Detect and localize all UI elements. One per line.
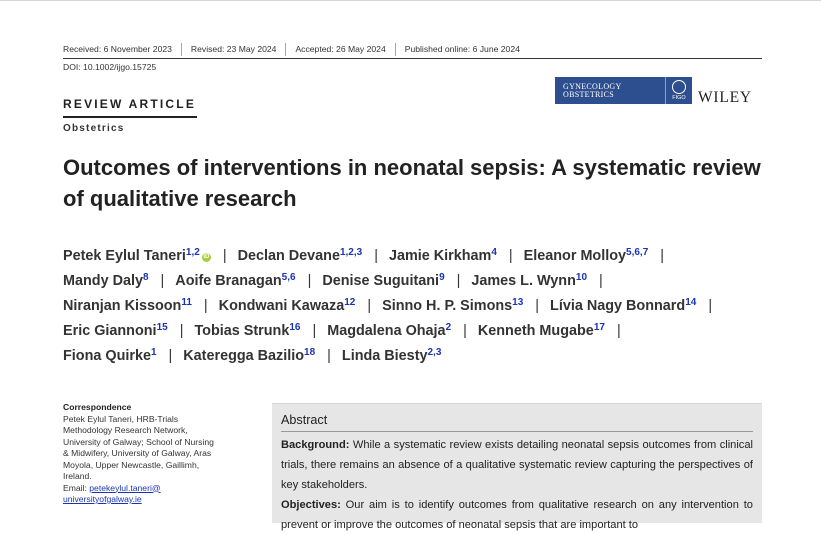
publisher-logo[interactable]: WILEY bbox=[698, 89, 752, 106]
abstract-title: Abstract bbox=[281, 413, 328, 427]
correspondence-block bbox=[63, 402, 243, 506]
article-type: REVIEW ARTICLE bbox=[63, 97, 197, 111]
author[interactable]: Kenneth Mugabe$^{17}$ bbox=[477, 322, 605, 339]
correspondence-line: Moyola, Upper Newcastle, Gaillimh, bbox=[63, 459, 200, 470]
publication-dates bbox=[63, 41, 762, 58]
affiliation-ref[interactable]: 1,2 bbox=[185, 247, 200, 258]
affiliation-ref[interactable]: 11 bbox=[181, 297, 192, 308]
figo-logo bbox=[665, 77, 692, 104]
article-type-underline bbox=[63, 116, 197, 118]
author[interactable]: James L. Wynn$^{10}$ bbox=[471, 272, 588, 289]
correspondence-line: Ireland. bbox=[63, 471, 92, 481]
author[interactable]: Petek Eylul Taneri$^{1,2}$ iD bbox=[63, 247, 210, 264]
affiliation-ref[interactable]: 17 bbox=[593, 322, 605, 333]
doi: DOI: 10.1002/ijgo.15725 bbox=[63, 62, 157, 72]
affiliation-ref[interactable]: 1 bbox=[150, 347, 157, 358]
top-border bbox=[0, 0, 821, 1]
correspondence-line: & Midwifery, University of Galway, Aras bbox=[63, 448, 212, 458]
author[interactable]: Sinno H. P. Simons$^{13}$ bbox=[382, 297, 524, 314]
objectives-text: Our aim is to identify outcomes from qualitative research on any intervention to prevent or improve the outcomes of neonatal sepsis that are important to bbox=[281, 499, 753, 531]
author[interactable]: Eric Giannoni$^{15}$ bbox=[63, 322, 168, 339]
correspondence-heading: Correspondence bbox=[63, 402, 132, 412]
author[interactable]: Fiona Quirke$^1$ bbox=[63, 347, 157, 364]
author[interactable]: Kateregga Bazilio$^{18}$ bbox=[183, 347, 316, 364]
abstract-divider bbox=[281, 431, 753, 432]
affiliation-ref[interactable]: 4 bbox=[491, 247, 497, 258]
affiliation-ref[interactable]: 5,6 bbox=[281, 272, 296, 283]
affiliation-ref[interactable]: 8 bbox=[142, 272, 149, 283]
email-link[interactable]: petekeylul.taneri@ bbox=[89, 482, 161, 493]
article-title: Outcomes of interventions in neonatal sepsis: A systematic review of qualitative research bbox=[63, 155, 761, 211]
abstract-objectives bbox=[281, 495, 753, 535]
author[interactable]: Niranjan Kissoon$^{11}$ bbox=[63, 297, 192, 314]
affiliation-ref[interactable]: 16 bbox=[289, 322, 301, 333]
author[interactable]: Mandy Daly$^8$ bbox=[63, 272, 149, 289]
email-label: Email: bbox=[63, 482, 90, 493]
affiliation-ref[interactable]: 14 bbox=[685, 297, 697, 308]
journal-logo-text: GYNECOLOGY OBSTETRICS bbox=[563, 81, 622, 99]
correspondence-line: University of Galway; School of Nursing bbox=[63, 436, 214, 447]
objectives-label: Objectives: bbox=[281, 499, 341, 511]
author[interactable]: Lívia Nagy Bonnard$^{14}$ bbox=[550, 297, 697, 314]
figo-label: FIGO bbox=[672, 95, 686, 101]
affiliation-ref[interactable]: 10 bbox=[575, 272, 588, 283]
author[interactable]: Magdalena Ohaja$^2$ bbox=[327, 322, 452, 339]
journal-logo[interactable] bbox=[555, 77, 692, 104]
email-link-continued[interactable]: universityofgalway.ie bbox=[63, 494, 142, 504]
accepted-date: Accepted: 26 May 2024 bbox=[295, 43, 395, 56]
affiliation-ref[interactable]: 13 bbox=[512, 297, 524, 308]
abstract-background bbox=[281, 435, 753, 495]
correspondence-line: Methodology Research Network, bbox=[63, 425, 188, 435]
author[interactable]: Eleanor Molloy$^{5,6,7}$ bbox=[523, 247, 649, 264]
author[interactable]: Jamie Kirkham$^4$ bbox=[388, 247, 497, 264]
correspondence-email bbox=[63, 483, 243, 495]
figo-emblem-icon bbox=[672, 80, 686, 94]
affiliation-ref[interactable]: 15 bbox=[156, 322, 168, 333]
revised-date: Revised: 23 May 2024 bbox=[191, 43, 287, 56]
received-date: Received: 6 November 2023 bbox=[63, 43, 182, 56]
orcid-icon[interactable]: iD bbox=[203, 254, 210, 260]
dates-divider bbox=[63, 58, 762, 59]
author[interactable]: Kondwani Kawaza$^{12}$ bbox=[218, 297, 356, 314]
background-label: Background: bbox=[281, 439, 350, 451]
author[interactable]: Aoife Branagan$^{5,6}$ bbox=[175, 272, 296, 289]
section-label: Obstetrics bbox=[63, 123, 125, 134]
affiliation-ref[interactable]: 5,6,7 bbox=[626, 247, 649, 258]
author-list: Petek Eylul Taneri$^{1,2}$ iD | Declan Devane$^{1,2,3}$ | Jamie Kirkham$^4$ | Eleanor Molloy$^{5,6,7}$ | Mandy Daly$^8$ | Aoife Branagan$^{5,6}$ | Denise Suguitani$^9$ | James L. Wynn$^{10}$ | Niranjan Kissoon$^{11}$ | Kondwani Kawaza$^{12}$ | Sinno H. P. Simons$^{13}$ | Lívia Nagy Bonnard$^{14}$ | Eric Giannoni$^{15}$ | Tobias Strunk$^{16}$ | Magdalena Ohaja$^2$ | Kenneth Mugabe$^{17}$ | Fiona Quirke$^1$ | Kateregga Bazilio$^{18}$ | Linda Biesty$^{2,3}$ bbox=[63, 247, 713, 364]
abstract-box bbox=[272, 403, 762, 531]
affiliation-ref[interactable]: 2,3 bbox=[427, 347, 442, 358]
affiliation-ref[interactable]: 9 bbox=[439, 272, 445, 283]
author[interactable]: Declan Devane$^{1,2,3}$ bbox=[237, 247, 363, 264]
author[interactable]: Linda Biesty$^{2,3}$ bbox=[341, 347, 442, 364]
author[interactable]: Denise Suguitani$^9$ bbox=[322, 272, 445, 289]
author[interactable]: Tobias Strunk$^{16}$ bbox=[194, 322, 301, 339]
correspondence-line: Petek Eylul Taneri, HRB-Trials bbox=[63, 413, 179, 424]
published-date: Published online: 6 June 2024 bbox=[404, 44, 520, 54]
affiliation-ref[interactable]: 12 bbox=[344, 297, 356, 308]
affiliation-ref[interactable]: 2 bbox=[445, 322, 452, 333]
affiliation-ref[interactable]: 18 bbox=[304, 347, 316, 358]
abstract-body bbox=[281, 435, 753, 535]
affiliation-ref[interactable]: 1,2,3 bbox=[339, 247, 363, 258]
background-text: While a systematic review exists detailing neonatal sepsis outcomes from clinical trials, there remains an absence of a qualitative systematic review capturing the perspectives of key stakeholders. bbox=[281, 439, 753, 491]
